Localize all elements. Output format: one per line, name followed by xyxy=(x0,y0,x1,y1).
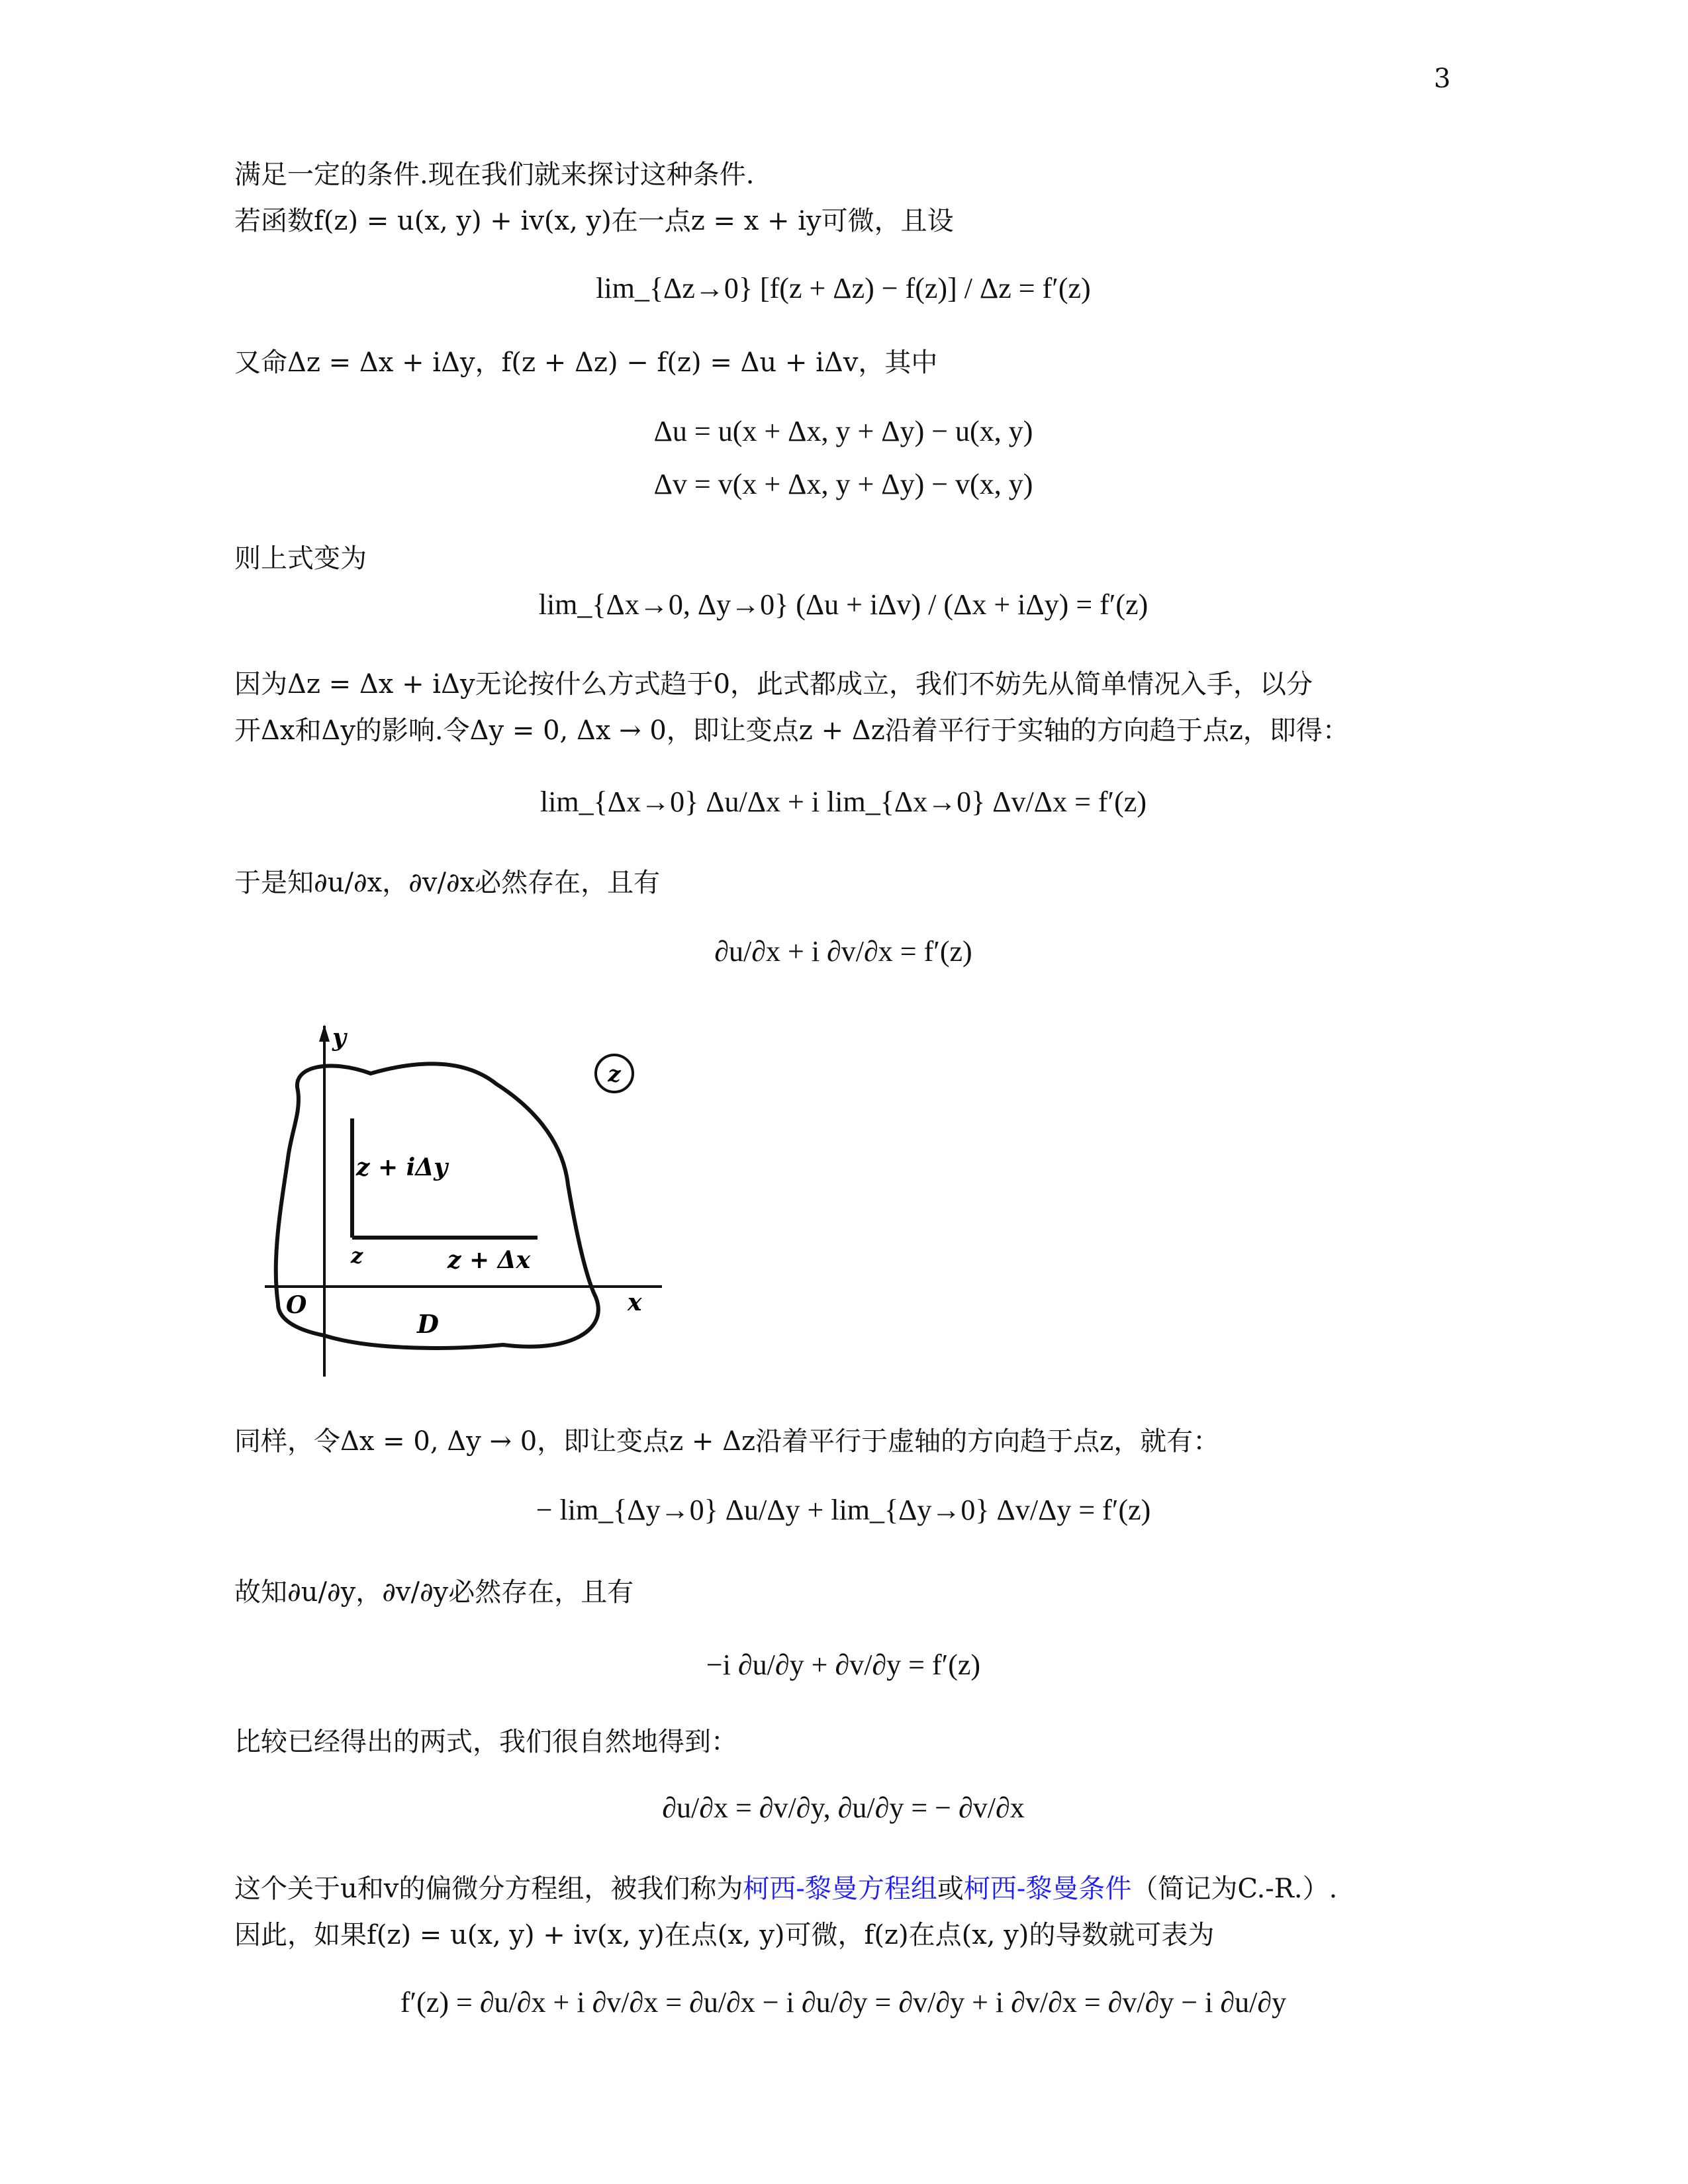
text-line-8: 同样，令Δx = 0, Δy → 0，即让变点z + Δz沿着平行于虚轴的方向趋于点z，就有： xyxy=(234,1426,1220,1457)
text-line-12: 因此，如果f(z) = u(x, y) + iv(x, y)在点(x, y)可微，f(z)在点(x, y)的导数就可表为 xyxy=(234,1920,1215,1950)
origin-label: O xyxy=(286,1291,307,1319)
point-z-label: z xyxy=(351,1243,363,1268)
text-line-11 xyxy=(234,1870,1337,1907)
text-line-9: 故知∂u/∂y，∂v/∂y必然存在，且有 xyxy=(234,1577,634,1608)
equation-delta-u: Δu = u(x + Δx, y + Δy) − u(x, y) xyxy=(653,415,1033,447)
text-line-4: 则上式变为 xyxy=(234,543,367,574)
equation-real-axis-limit: lim_{Δx→0} Δu/Δx + i lim_{Δx→0} Δv/Δx = f′(z) xyxy=(539,786,1147,818)
plane-label: z xyxy=(608,1061,621,1087)
text-line-11-end: （简记为C.-R.）. xyxy=(1131,1874,1338,1904)
equation-limit-two-variables: lim_{Δx→0, Δy→0} (Δu + iΔv) / (Δx + iΔy) = f′(z) xyxy=(538,588,1149,621)
cauchy-riemann-conditions-link[interactable]: 柯西-黎曼条件 xyxy=(963,1874,1132,1904)
equation-limit-derivative: lim_{Δz→0} [f(z + Δz) − f(z)] / Δz = f′(z) xyxy=(596,272,1091,304)
y-axis-arrow xyxy=(319,1024,330,1042)
text-line-5: 因为Δz = Δx + iΔy无论按什么方式趋于0，此式都成立，我们不妨先从简单情况入手，以分 xyxy=(234,669,1313,700)
equation-partial-x: ∂u/∂x + i ∂v/∂x = f′(z) xyxy=(714,935,972,968)
text-line-11-start: 这个关于u和v的偏微分方程组，被我们称为 xyxy=(234,1874,743,1904)
equation-delta-v: Δv = v(x + Δx, y + Δy) − v(x, y) xyxy=(653,468,1033,500)
vertical-increment-label: z + iΔy xyxy=(356,1154,448,1181)
text-line-7: 于是知∂u/∂x，∂v/∂x必然存在，且有 xyxy=(234,868,661,898)
text-line-11-or: 或 xyxy=(937,1874,964,1904)
cauchy-riemann-equations-link[interactable]: 柯西-黎曼方程组 xyxy=(743,1874,937,1904)
equation-cauchy-riemann: ∂u/∂x = ∂v/∂y, ∂u/∂y = − ∂v/∂x xyxy=(662,1792,1025,1824)
equation-imaginary-axis-limit: − lim_{Δy→0} Δu/Δy + lim_{Δy→0} Δv/Δy = f′(z) xyxy=(536,1494,1151,1526)
horizontal-increment-label: z + Δx xyxy=(447,1246,531,1274)
text-line-10: 比较已经得出的两式，我们很自然地得到： xyxy=(234,1727,737,1757)
equation-partial-y: −i ∂u/∂y + ∂v/∂y = f′(z) xyxy=(706,1649,981,1681)
x-axis-label: x xyxy=(628,1289,642,1316)
domain-label: D xyxy=(417,1309,439,1339)
text-line-3: 又命Δz = Δx + iΔy，f(z + Δz) − f(z) = Δu + iΔv，其中 xyxy=(234,347,938,378)
text-line-1: 满足一定的条件.现在我们就来探讨这种条件. xyxy=(234,159,755,190)
page-number: 3 xyxy=(1434,64,1451,94)
y-axis-label: y xyxy=(332,1024,346,1052)
equation-derivative-forms: f′(z) = ∂u/∂x + i ∂v/∂x = ∂u/∂x − i ∂u/∂y = ∂v/∂y + i ∂v/∂x = ∂v/∂y − i ∂u/∂y xyxy=(400,1986,1287,2019)
text-line-2: 若函数f(z) = u(x, y) + iv(x, y)在一点z = x + iy可微，且设 xyxy=(234,206,954,236)
text-line-6: 开Δx和Δy的影响.令Δy = 0, Δx → 0，即让变点z + Δz沿着平行于实轴的方向趋于点z，即得： xyxy=(234,715,1349,746)
domain-figure xyxy=(252,1019,675,1390)
